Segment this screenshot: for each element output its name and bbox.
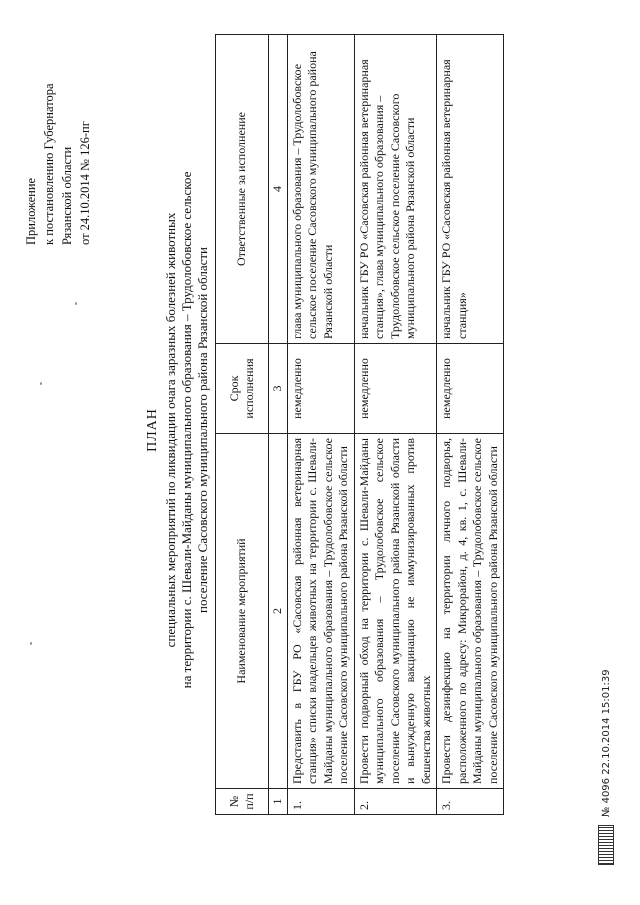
column-number: 1 bbox=[269, 789, 288, 815]
appendix-date-line: от 24.10.2014 № 126-пг bbox=[78, 121, 92, 245]
plan-table bbox=[215, 34, 504, 815]
header-num: № п/п bbox=[216, 789, 269, 815]
header-deadline: Срок исполнения bbox=[216, 344, 269, 434]
row-deadline: немедленно bbox=[287, 344, 354, 434]
row-number: 1. bbox=[287, 789, 354, 815]
column-number-row bbox=[269, 35, 288, 815]
row-action: Провести дезинфекцию на территории личного подворья, расположенного по адресу: Микрорайон, д. 4, кв. 1, с. Шевали-Майданы муниципального образования – Трудолобовское сельское поселение Сасовского муниципального района Рязанской области bbox=[437, 434, 504, 789]
scan-speck bbox=[40, 382, 42, 385]
row-responsible: начальник ГБУ РО «Сасовская районная ветеринарная станция» bbox=[437, 35, 504, 344]
row-action: Представить в ГБУ РО «Сасовская районная ветеринарная станция» списки владельцев животных на территории с. Шевали-Майданы муниципального образования – Трудолобовское сельское поселение Сасовского муниципального района Рязанской области bbox=[287, 434, 354, 789]
row-responsible: глава муниципального образования – Трудолобовское сельское поселение Сасовского муниципального района Рязанской области bbox=[287, 35, 354, 344]
header-action: Наименование мероприятий bbox=[216, 434, 269, 789]
appendix-line: Приложение bbox=[24, 177, 38, 245]
heading-line: поселение Сасовского муниципального района Рязанской области bbox=[195, 246, 210, 614]
table-row bbox=[437, 35, 504, 815]
scan-speck bbox=[75, 302, 77, 305]
row-responsible: начальник ГБУ РО «Сасовская районная ветеринарная станция», глава муниципального образования – Трудолобовское сельское поселение Сасовского муниципального района Рязанской области bbox=[354, 35, 437, 344]
appendix-line: к постановлению Губернатора bbox=[42, 83, 56, 245]
column-number: 2 bbox=[269, 434, 288, 789]
heading-line: специальных мероприятий по ликвидации очага заразных болезней животных bbox=[163, 212, 178, 648]
header-responsible: Ответственные за исполнение bbox=[216, 35, 269, 344]
registration-stamp-text: № 4096 22.10.2014 15:01:39 bbox=[600, 669, 612, 817]
heading-line: на территории с. Шевали-Майданы муниципального образования – Трудолобовское сельское bbox=[179, 171, 194, 689]
table-header-row bbox=[216, 35, 269, 815]
document-title: ПЛАН bbox=[145, 408, 160, 452]
registration-stamp bbox=[598, 669, 614, 865]
row-deadline: немедленно bbox=[437, 344, 504, 434]
table-row bbox=[354, 35, 437, 815]
row-deadline: немедленно bbox=[354, 344, 437, 434]
barcode-icon bbox=[598, 825, 614, 865]
row-number: 3. bbox=[437, 789, 504, 815]
column-number: 4 bbox=[269, 35, 288, 344]
row-number: 2. bbox=[354, 789, 437, 815]
appendix-line: Рязанской области bbox=[60, 146, 74, 245]
table-row bbox=[287, 35, 354, 815]
appendix-block bbox=[22, 25, 94, 245]
column-number: 3 bbox=[269, 344, 288, 434]
row-action: Провести подворный обход на территории с. Шевали-Майданы муниципального образования – Трудолобовское сельское поселение Сасовского муниципального района Рязанской области и вынужденную вакцинацию не иммунизированных против бешенства животных bbox=[354, 434, 437, 789]
scan-speck bbox=[30, 642, 32, 645]
document-heading bbox=[145, 105, 211, 755]
